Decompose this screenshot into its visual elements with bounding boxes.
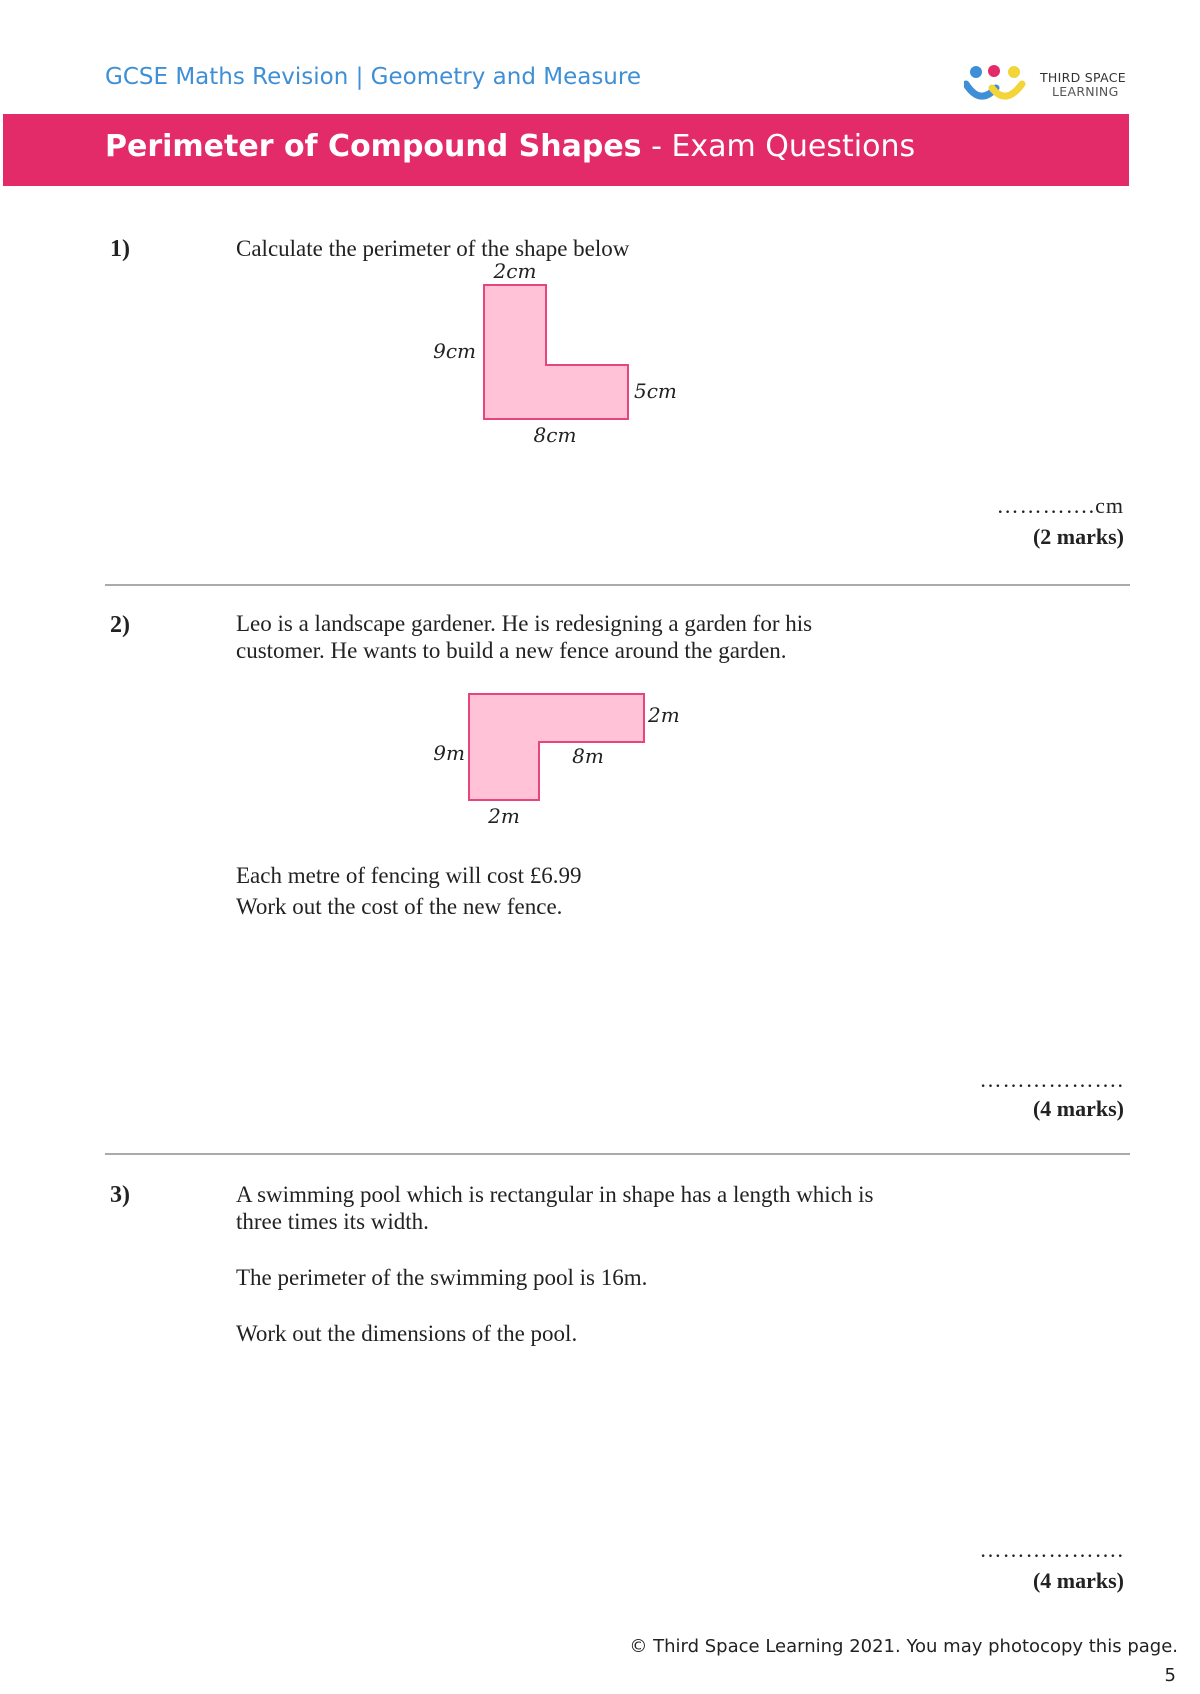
question-2-cost-text: Each metre of fencing will cost £6.99	[236, 863, 582, 888]
question-3-number: 3)	[110, 1182, 130, 1208]
page-number: 5	[1164, 1665, 1176, 1686]
label-right: 2m	[648, 703, 680, 727]
question-1-text: Calculate the perimeter of the shape below	[236, 236, 630, 261]
question-2-answer-line[interactable]: ……………….	[979, 1067, 1124, 1092]
garden-shape	[469, 694, 644, 800]
label-right: 5cm	[634, 379, 677, 403]
question-3-text: A swimming pool which is rectangular in shape has a length which is three times its width.	[236, 1182, 874, 1234]
question-3-perimeter-text: The perimeter of the swimming pool is 16m.	[236, 1265, 648, 1290]
question-2-number: 2)	[110, 612, 130, 638]
label-bottom: 2m	[488, 804, 520, 828]
subject-heading: GCSE Maths Revision | Geometry and Measure	[105, 64, 641, 90]
question-2-marks: (4 marks)	[1032, 1096, 1124, 1121]
label-left: 9cm	[433, 339, 476, 363]
page-title-sub: - Exam Questions	[641, 129, 916, 164]
question-2-garden-diagram	[420, 680, 700, 830]
question-1-answer-line[interactable]: ………….cm	[996, 493, 1124, 518]
label-top: 2cm	[493, 259, 537, 283]
logo-line1: THIRD SPACE	[1040, 70, 1126, 85]
logo-text	[1040, 71, 1126, 99]
divider-2	[105, 1153, 1130, 1155]
question-1-marks: (2 marks)	[1032, 524, 1124, 549]
label-left: 9m	[433, 741, 465, 765]
divider-1	[105, 584, 1130, 586]
question-2-instruction: Work out the cost of the new fence.	[236, 894, 563, 919]
question-2-text: Leo is a landscape gardener. He is redesigning a garden for his customer. He wants to build a new fence around the garden.	[236, 611, 813, 663]
label-bottom: 8cm	[533, 423, 577, 447]
question-3-marks: (4 marks)	[1032, 1568, 1124, 1593]
l-shape	[484, 285, 628, 419]
page-title-main: Perimeter of Compound Shapes	[105, 129, 642, 164]
question-1-l-shape-diagram	[420, 255, 700, 455]
copyright-footer: © Third Space Learning 2021. You may photocopy this page.	[629, 1636, 1178, 1657]
question-3-answer-line[interactable]: ……………….	[979, 1537, 1124, 1562]
question-1-number: 1)	[110, 236, 130, 262]
question-3-instruction: Work out the dimensions of the pool.	[236, 1321, 578, 1346]
logo-line2: LEARNING	[1052, 84, 1119, 99]
page-title	[105, 129, 915, 164]
label-inner: 8m	[572, 744, 604, 768]
